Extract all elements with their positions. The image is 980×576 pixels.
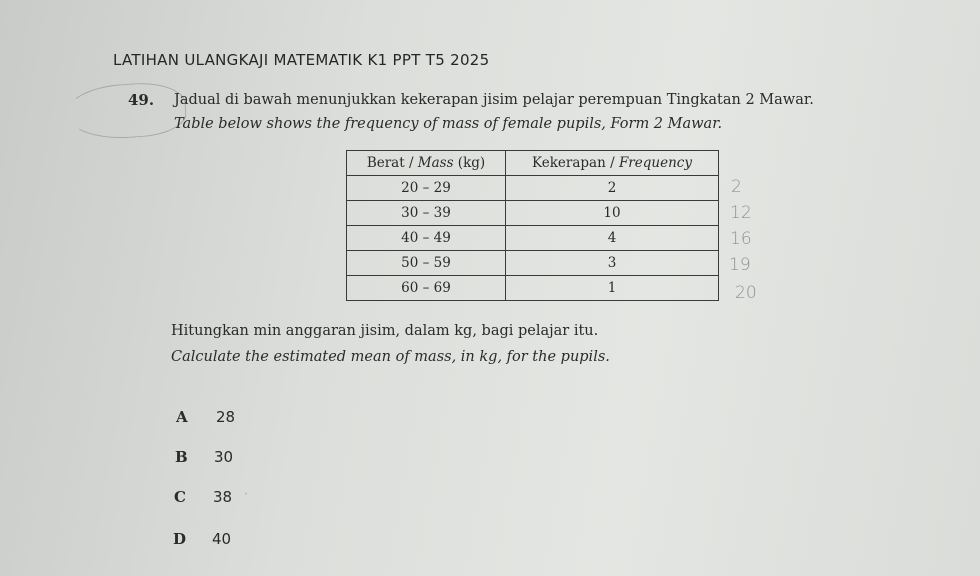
page-header: LATIHAN ULANGKAJI MATEMATIK K1 PPT T5 2025	[113, 51, 490, 69]
table-row	[347, 201, 719, 226]
option-d-value[interactable]: 40	[212, 530, 232, 548]
mass-cell: 60 – 69	[347, 276, 506, 301]
frequency-header-malay: Kekerapan /	[532, 155, 619, 171]
handwritten-note: 2	[731, 177, 742, 197]
instruction-english: Calculate the estimated mean of mass, in kg, for the pupils.	[171, 349, 610, 365]
table-row	[347, 176, 719, 201]
mass-cell: 20 – 29	[347, 176, 506, 201]
option-c-value[interactable]: 38	[213, 488, 233, 506]
option-a-letter: A	[176, 408, 188, 426]
frequency-cell: 10	[506, 201, 719, 226]
frequency-cell: 3	[506, 251, 719, 276]
mass-cell: 50 – 59	[347, 251, 506, 276]
handwritten-note: 19	[729, 255, 751, 275]
question-text-malay: Jadual di bawah menunjukkan kekerapan jisim pelajar perempuan Tingkatan 2 Mawar.	[174, 92, 814, 108]
question-number: 49.	[128, 91, 155, 109]
handwritten-note: 16	[730, 229, 752, 249]
table-header-row	[347, 151, 719, 176]
table-row	[347, 276, 719, 301]
question-text-english: Table below shows the frequency of mass of female pupils, Form 2 Mawar.	[174, 116, 723, 132]
option-d-letter: D	[173, 530, 187, 548]
option-c-letter: C	[174, 488, 186, 506]
frequency-cell: 4	[506, 226, 719, 251]
mass-header-malay: Berat /	[366, 155, 418, 171]
mass-header-english: Mass	[417, 155, 454, 171]
option-a-value[interactable]: 28	[216, 408, 236, 426]
mass-cell: 40 – 49	[347, 226, 506, 251]
frequency-header-english: Frequency	[618, 155, 692, 171]
pen-circle-mark	[64, 80, 187, 142]
option-b-value[interactable]: 30	[214, 448, 234, 466]
handwritten-note: 12	[730, 203, 752, 223]
mass-header-unit: (kg)	[453, 155, 486, 171]
table-row	[347, 251, 719, 276]
option-b-letter: B	[175, 448, 188, 466]
mass-column-header	[347, 151, 506, 176]
instruction-malay: Hitungkan min anggaran jisim, dalam kg, bagi pelajar itu.	[171, 323, 599, 339]
table-row	[347, 226, 719, 251]
frequency-column-header	[506, 151, 719, 176]
pencil-tick-icon: ·	[244, 487, 248, 501]
frequency-cell: 1	[506, 276, 719, 301]
frequency-table	[346, 150, 719, 301]
handwritten-note: 20	[735, 283, 757, 303]
mass-cell: 30 – 39	[347, 201, 506, 226]
frequency-cell: 2	[506, 176, 719, 201]
